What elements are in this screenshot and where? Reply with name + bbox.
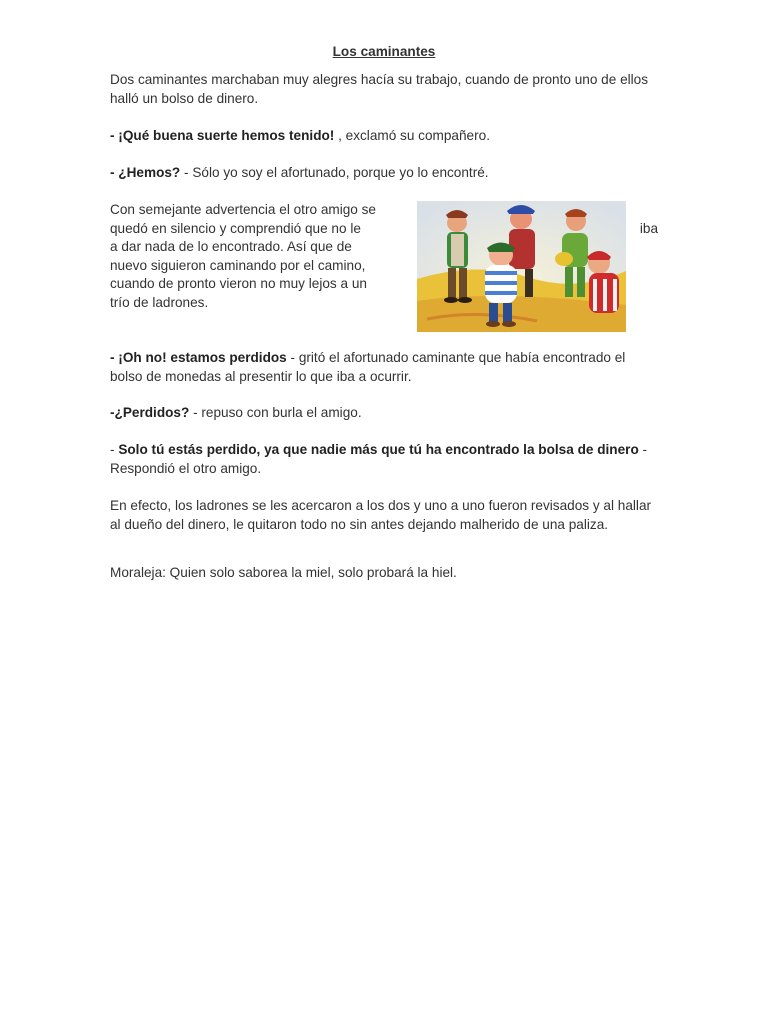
text-line: cuando de pronto vieron no muy lejos a un [110,276,367,291]
text-line: nuevo siguieron caminando por el camino, [110,257,366,273]
wrapped-word-iba: iba [639,221,658,236]
dialogue-bold: - ¡Qué buena suerte hemos tenido! [110,128,335,143]
paragraph-hemos [110,164,658,183]
dialogue-bold: - ¿Hemos? [110,165,181,180]
text-line: quedó en silencio y comprendió que no le [110,220,361,236]
dialogue-prefix: - [110,442,119,457]
document-page [110,42,658,580]
dialogue-rest: - gritó el afortunado caminante que había encontrado el bolso de monedas al presentir lo que iba a ocurrir. [110,350,626,384]
dialogue-bold: Solo tú estás perdido, ya que nadie más que tú ha encontrado la bolsa de dinero [118,442,639,457]
paragraph-oh-no [110,349,658,386]
wrapped-text [110,201,410,312]
dialogue-rest: , exclamó su compañero. [334,128,490,143]
text-line: Con semejante advertencia el otro amigo se [110,202,376,217]
dialogue-rest: - repuso con burla el amigo. [189,405,362,420]
paragraph-moraleja: Moraleja: Quien solo saborea la miel, solo probará la hiel. [110,565,457,580]
dialogue-bold: - ¡Oh no! estamos perdidos [110,350,287,365]
paragraph-perdidos [110,404,658,423]
text-line: trío de ladrones. [110,294,209,310]
paragraph-buena-suerte [110,127,658,146]
paragraph-solo-tu [110,441,658,478]
dialogue-rest: - Sólo yo soy el afortunado, porque yo lo encontré. [180,165,489,180]
cartoon-illustration [417,201,626,332]
illustration-walkers [417,201,626,332]
text-line: a dar nada de lo encontrado. Así que de [110,239,352,254]
page-title: Los caminantes [332,44,436,59]
dialogue-rest: - Respondió el otro amigo. [110,442,648,476]
paragraph-en-efecto: En efecto, los ladrones se les acercaron a los dos y uno a uno fueron revisados y al hallar al dueño del dinero, le quitaron todo no sin antes dejando malherido de una paliza. [110,498,652,532]
dialogue-bold: -¿Perdidos? [110,405,190,420]
paragraph-intro: Dos caminantes marchaban muy alegres hacía su trabajo, cuando de pronto uno de ellos halló un bolso de dinero. [110,72,649,106]
